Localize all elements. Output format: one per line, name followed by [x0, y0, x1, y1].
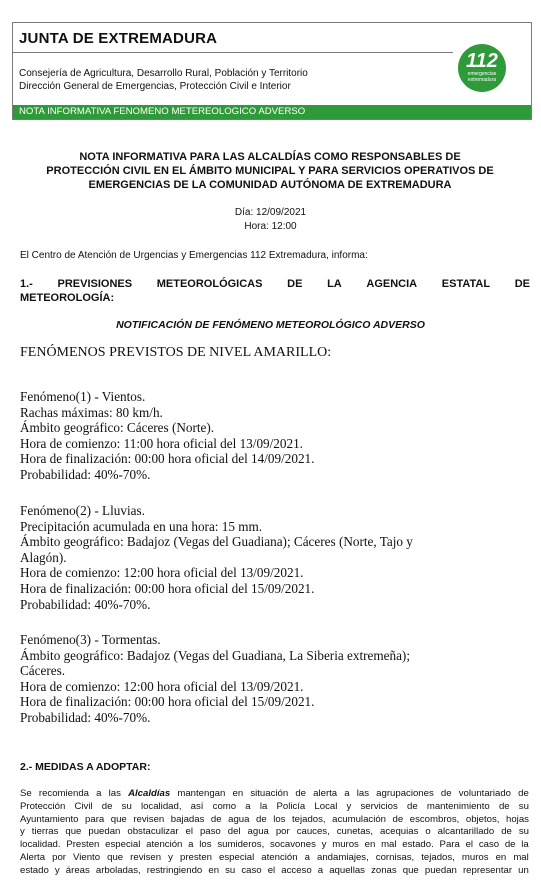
paragraph-word: tierras [31, 826, 59, 838]
phenomenon-line: Hora de finalización: 00:00 hora oficial del 15/09/2021. [20, 580, 315, 596]
phenomenon-line: Hora de finalización: 00:00 hora oficial del 15/09/2021. [20, 694, 315, 710]
paragraph-word: estado. [402, 839, 434, 851]
paragraph-word: áreas [65, 864, 90, 876]
paragraph-word: mal [381, 839, 397, 851]
paragraph-word: obstaculizar [127, 826, 179, 838]
paragraph-word: en [364, 839, 376, 851]
paragraph-word: así [190, 800, 204, 812]
paragraph-line [20, 852, 529, 865]
paragraph-word: mantenimiento [426, 800, 490, 812]
phenomenon-line: Probabilidad: 40%-70%. [20, 466, 151, 482]
paragraph-word: zonas [371, 864, 397, 876]
phenomenon-line: Hora de comienzo: 12:00 hora oficial del 13/09/2021. [20, 678, 304, 694]
issue-time: Hora: 12:00 [244, 221, 297, 232]
paragraph-word: cauces, [296, 826, 330, 838]
phenomenon-2 [20, 503, 525, 612]
paragraph-word: localidad, [140, 800, 182, 812]
phenomenon-line: Ámbito geográfico: Badajoz (Vegas del Guadiana); Cáceres (Norte, Tajo y [20, 534, 413, 550]
paragraph-word: Civil [74, 800, 93, 812]
paragraph-word: sumideros, [217, 839, 265, 851]
paragraph-word: en [208, 864, 220, 876]
paragraph-word: su [518, 800, 529, 812]
phenomenon-line: Hora de comienzo: 12:00 hora oficial del 13/09/2021. [20, 565, 304, 581]
paragraph-word: su [518, 826, 529, 838]
paragraph-word: alcantarillado [437, 826, 495, 838]
paragraph-word: su [225, 864, 236, 876]
paragraph-word: agua [228, 813, 250, 825]
directorate-name: Dirección General de Emergencias, Protección Civil e Interior [19, 81, 291, 92]
notification-heading: NOTIFICACIÓN DE FENÓMENO METEOROLÓGICO ADVERSO [116, 319, 425, 331]
paragraph-word: y [321, 839, 327, 851]
paragraph-line [20, 801, 529, 814]
header-divider [13, 52, 453, 53]
issue-date: Día: 12/09/2021 [234, 207, 307, 218]
section-1-heading [20, 277, 530, 305]
paragraph-word: puedan [424, 864, 457, 876]
paragraph-word: arboladas, [95, 864, 141, 876]
paragraph-word: Se [20, 788, 32, 799]
paragraph-word: a [188, 839, 194, 851]
paragraph-word: acceso [281, 864, 312, 876]
paragraph-word: cunetas, [336, 826, 374, 838]
logo-number: 112 [466, 50, 498, 72]
paragraph-word: o [425, 826, 431, 838]
paragraph-word: de [392, 813, 404, 825]
paragraph-word: como [212, 800, 237, 812]
paragraph-word: en [495, 851, 507, 863]
phenomenon-line: Probabilidad: 40%-70%. [20, 596, 151, 612]
phenomenon-line: Hora de comienzo: 11:00 hora oficial del 13/09/2021. [20, 435, 303, 451]
paragraph-word: las [108, 788, 121, 799]
section-2-heading: 2.- MEDIDAS A ADOPTAR: [20, 761, 151, 773]
intro-text: El Centro de Atención de Urgencias y Emergencias 112 Extremadura, informa: [20, 250, 368, 261]
paragraph-word: de [256, 813, 267, 825]
paragraph-word: Viento [73, 851, 101, 863]
paragraph-word: escombros, [409, 813, 460, 825]
paragraph-word: Alerta [20, 851, 46, 863]
paragraph-word: hojas [506, 813, 529, 825]
paragraph-word: el [465, 839, 474, 851]
paragraph-word: andamiajes, [317, 851, 369, 863]
title-line: NOTA INFORMATIVA PARA LAS ALCALDÍAS COMO RESPONSABLES DE [79, 151, 461, 163]
logo-line-1: emergencias [467, 71, 497, 77]
paragraph-word: estado [20, 864, 49, 876]
paragraph-word: tejados, [292, 813, 326, 825]
paragraph-line [20, 826, 529, 839]
paragraph-word: los [199, 839, 212, 851]
paragraph-word: presten [180, 851, 212, 863]
paragraph-word: servicios [360, 800, 398, 812]
paragraph-word: un [518, 864, 529, 876]
paragraph-word: tejados, [421, 851, 455, 863]
paragraph-word: que [65, 826, 82, 838]
paragraph-word: de [101, 800, 113, 812]
paragraph-word: del [227, 826, 241, 838]
paragraph-word: que [110, 813, 127, 825]
paragraph-word: socavones [270, 839, 316, 851]
logo-line-2: extremadura [467, 77, 497, 83]
paragraph-word: alerta [313, 788, 338, 799]
paragraph-word: las [356, 788, 370, 799]
paragraph-word: a [317, 864, 324, 876]
paragraph-word: en [232, 788, 244, 799]
paragraph-word: revisen [130, 851, 162, 863]
paragraph-word: a [245, 800, 251, 812]
paragraph-word: a [304, 851, 310, 863]
heading-word: PREVISIONES [57, 278, 133, 290]
phenomenon-line: Cáceres. [20, 663, 66, 679]
department-name: Consejería de Agricultura, Desarrollo Rural, Población y Territorio [19, 68, 308, 79]
paragraph-word: de [440, 788, 452, 799]
alert-level-heading: FENÓMENOS PREVISTOS DE NIVEL AMARILLO: [20, 345, 332, 360]
paragraph-word: Policía [276, 800, 306, 812]
paragraph-line [20, 788, 529, 801]
paragraph-word: bajadas [170, 813, 205, 825]
paragraph-word: cornisas, [375, 851, 415, 863]
heading-line-2: METEOROLOGÍA: [20, 292, 115, 304]
paragraph-word: y [168, 851, 173, 863]
phenomenon-line: Fenómeno(1) - Vientos. [20, 389, 146, 404]
heading-word: METEOROLÓGICAS [156, 278, 263, 290]
paragraph-word: que [107, 851, 124, 863]
heading-word: DE [287, 278, 303, 290]
paragraph-word: acumulación [332, 813, 387, 825]
paragraph-word: caso [478, 839, 500, 851]
title-line: EMERGENCIAS DE LA COMUNIDAD AUTÓNOMA DE EXTREMADURA [88, 179, 452, 191]
phenomenon-line: Precipitación acumulada en una hora: 15 mm. [20, 518, 263, 534]
paragraph-word: especial [105, 839, 141, 851]
paragraph-line [20, 814, 529, 827]
heading-word: AGENCIA [366, 278, 418, 290]
paragraph-word: atención [146, 839, 183, 851]
paragraph-word: de [210, 813, 222, 825]
paragraph-word: de [501, 826, 512, 838]
phenomenon-line: Hora de finalización: 00:00 hora oficial del 14/09/2021. [20, 451, 315, 467]
paragraph-word: muros [461, 851, 489, 863]
paragraph-word: caso [241, 864, 262, 876]
paragraph-word: Para [439, 839, 460, 851]
notice-banner: NOTA INFORMATIVA FENOMENO METEREOLOGICO ADVERSO [13, 105, 531, 119]
paragraph-word: de [518, 788, 529, 799]
heading-word: 1.- [20, 278, 33, 290]
paragraph-word: aquellas [329, 864, 365, 876]
paragraph-word: a [344, 788, 350, 799]
phenomenon-line: Fenómeno(2) - Lluvias. [20, 503, 145, 518]
paragraph-word: Presten [66, 839, 100, 851]
paragraph-word: de [407, 800, 418, 812]
paragraph-line [20, 839, 529, 852]
paragraph-word: Protección [20, 800, 66, 812]
phenomenon-line: Rachas máximas: 80 km/h. [20, 404, 163, 420]
letterhead [12, 22, 532, 120]
measures-paragraph [20, 788, 529, 878]
paragraph-word: a [96, 788, 102, 799]
heading-word: LA [327, 278, 342, 290]
emergency-112-logo [458, 44, 506, 92]
phenomenon-line: Ámbito geográfico: Cáceres (Norte). [20, 420, 215, 436]
paragraph-word: el [185, 826, 193, 838]
phenomenon-1 [20, 389, 525, 483]
phenomenon-line: Probabilidad: 40%-70%. [20, 709, 151, 725]
paragraph-word: por [52, 851, 66, 863]
paragraph-word: mal [513, 851, 529, 863]
paragraph-word: para [85, 813, 105, 825]
paragraph-word: situación [250, 788, 289, 799]
paragraph-word: acequias [379, 826, 419, 838]
paragraph-word: localidad. [20, 839, 61, 851]
paragraph-word: muros [332, 839, 359, 851]
paragraph-word: agua [247, 826, 269, 838]
document-title [20, 150, 520, 192]
paragraph-word: representar [462, 864, 513, 876]
paragraph-word: objetos, [465, 813, 500, 825]
paragraph-word: de [504, 839, 516, 851]
paragraph-word: de [295, 788, 306, 799]
paragraph-word: restringiendo [146, 864, 203, 876]
heading-word: DE [514, 278, 530, 290]
phenomenon-line: Alagón). [20, 549, 67, 565]
paragraph-word: que [402, 864, 419, 876]
paragraph-word: atención [261, 851, 298, 863]
heading-word: ESTATAL [441, 278, 491, 290]
paragraph-word: su [121, 800, 132, 812]
paragraph-word: Local [314, 800, 338, 812]
paragraph-word: especial [219, 851, 255, 863]
paragraph-word: y [54, 864, 60, 876]
paragraph-word: los [273, 813, 286, 825]
paragraph-word: revisen [133, 813, 165, 825]
phenomenon-line: Fenómeno(3) - Tormentas. [20, 632, 161, 647]
paragraph-word: agrupaciones [376, 788, 434, 799]
paragraph-word: voluntariado [458, 788, 512, 799]
paragraph-word: puedan [88, 826, 121, 838]
paragraph-word: recomienda [38, 788, 90, 799]
paragraph-word: Ayuntamiento [20, 813, 79, 825]
paragraph-word: la [259, 800, 268, 812]
title-line: PROTECCIÓN CIVIL EN EL ÁMBITO MUNICIPAL Y PARA SERVICIOS OPERATIVOS DE [46, 165, 494, 177]
paragraph-word: el [267, 864, 276, 876]
paragraph-word: y [346, 800, 352, 812]
paragraph-word: mantengan [177, 788, 226, 799]
paragraph-word: la [521, 839, 529, 851]
paragraph-word: y [20, 826, 25, 838]
phenomenon-3 [20, 632, 525, 726]
paragraph-word: por [275, 826, 290, 838]
paragraph-word: paso [199, 826, 221, 838]
paragraph-line [20, 865, 529, 878]
organization-name: JUNTA DE EXTREMADURA [19, 30, 218, 47]
paragraph-word: de [498, 800, 510, 812]
paragraph-word: Alcaldías [128, 788, 171, 799]
phenomenon-line: Ámbito geográfico: Badajoz (Vegas del Guadiana, La Siberia extremeña); [20, 647, 410, 663]
